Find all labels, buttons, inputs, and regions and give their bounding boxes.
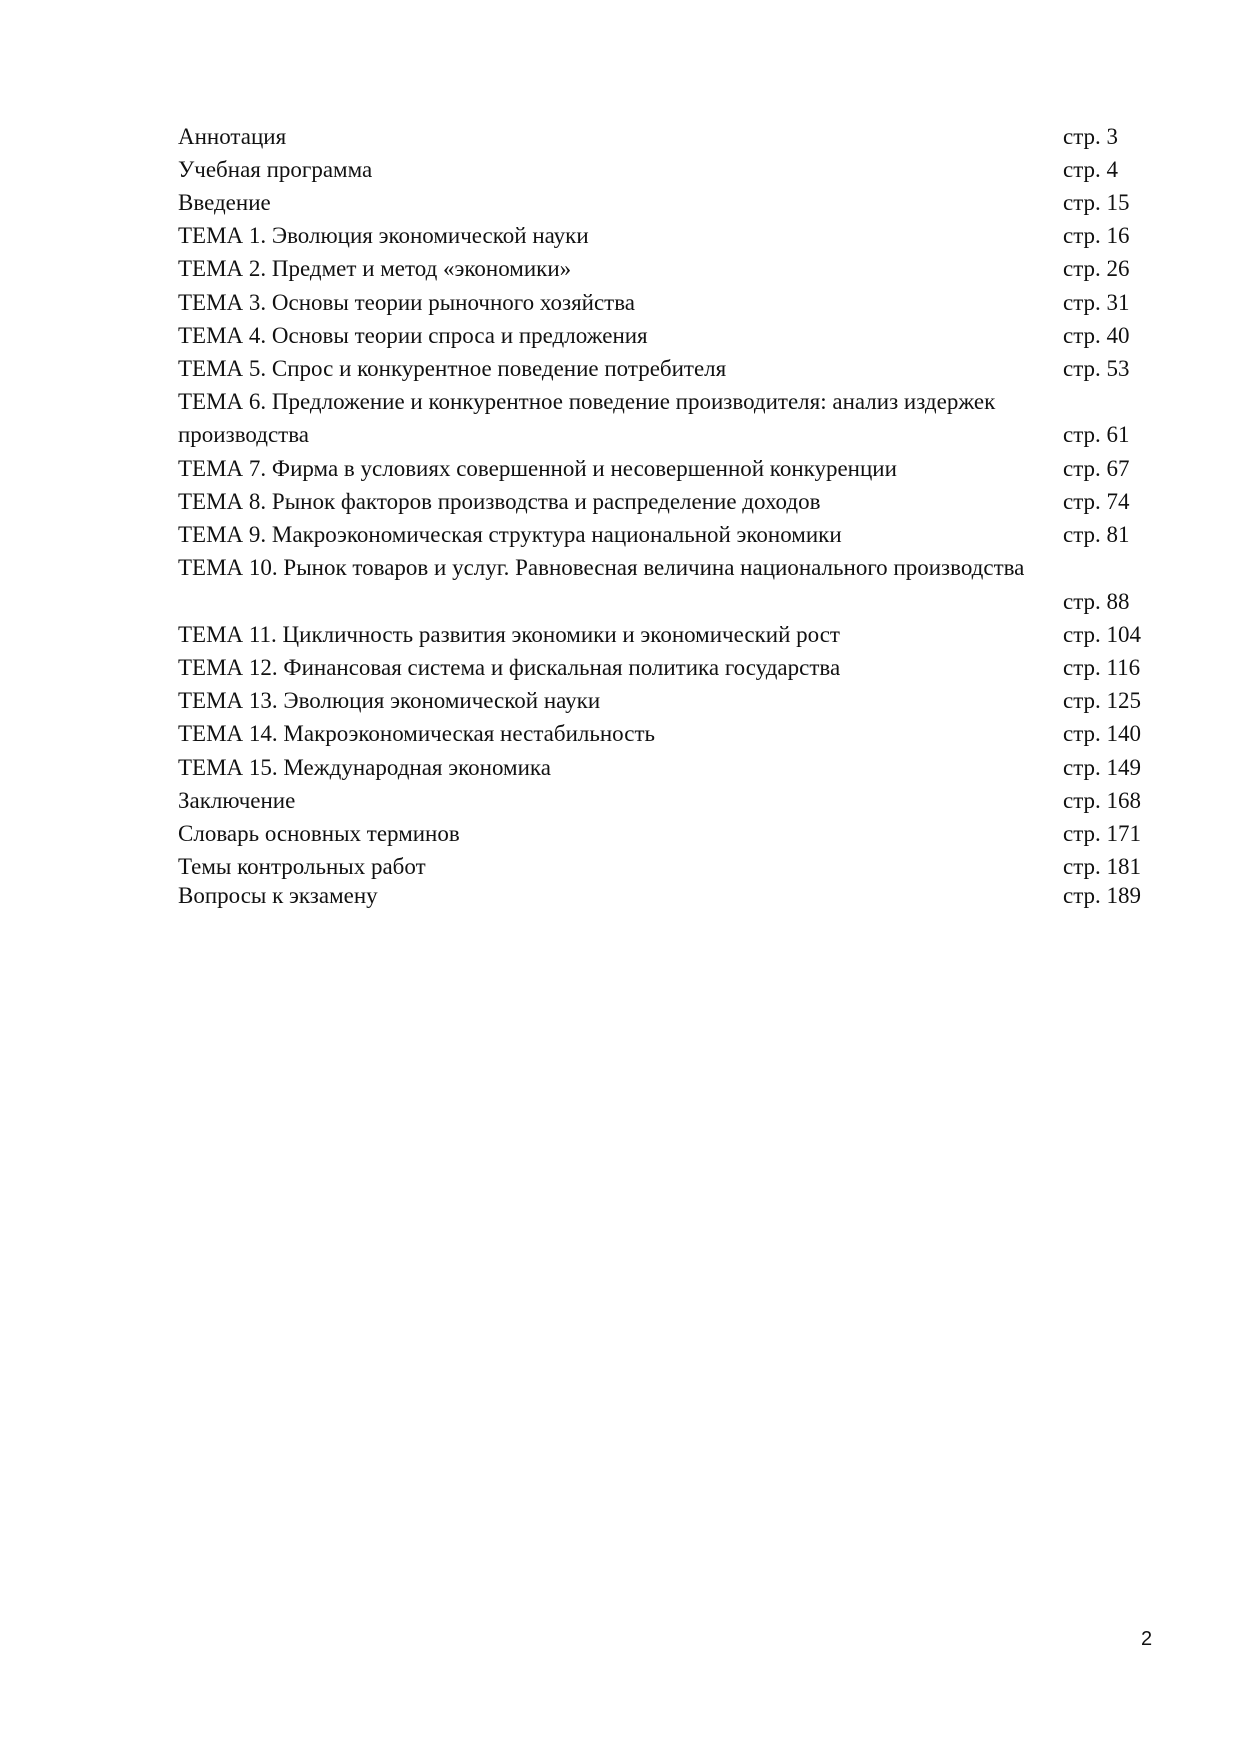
toc-entry-page: стр. 74 [1063,489,1130,514]
toc-entry-title: Темы контрольных работ [178,854,426,879]
toc-entry-page: стр. 181 [1063,854,1142,879]
toc-entry-page: стр. 149 [1063,755,1142,780]
toc-entry-title: ТЕМА 9. Макроэкономическая структура национальной экономики [178,522,842,547]
toc-entry-title: ТЕМА 12. Финансовая система и фискальная политика государства [178,655,841,680]
toc-entry-title: ТЕМА 3. Основы теории рыночного хозяйства [178,290,636,315]
toc-entry-title: ТЕМА 15. Международная экономика [178,755,551,780]
toc-entry-page: стр. 67 [1063,456,1130,481]
toc-entry-page: стр. 104 [1063,622,1142,647]
toc-entry-page: стр. 16 [1063,223,1130,248]
toc-entry-page: стр. 125 [1063,688,1142,713]
toc-entry-title: Вопросы к экзамену [178,883,378,908]
toc-entry-title: ТЕМА 6. Предложение и конкурентное поведение производителя: анализ издержек [178,389,996,414]
toc-entry-title: Заключение [178,788,296,813]
toc-entry-title: Учебная программа [178,157,373,182]
toc-entry-page: стр. 31 [1063,290,1130,315]
toc-entry-title-continuation: производства [178,422,309,447]
toc-entry-page: стр. 53 [1063,356,1130,381]
toc-entry-page: стр. 189 [1063,883,1142,908]
toc-entry-page: стр. 88 [1063,589,1130,614]
toc-entry-page: стр. 3 [1063,124,1119,149]
toc-entry-title: ТЕМА 13. Эволюция экономической науки [178,688,601,713]
toc-entry-page: стр. 61 [1063,422,1130,447]
toc-entry-title: Словарь основных терминов [178,821,460,846]
toc-entry-page: стр. 40 [1063,323,1130,348]
toc-entry-page: стр. 116 [1063,655,1141,680]
toc-entry-page: стр. 4 [1063,157,1119,182]
toc-entry-title: ТЕМА 8. Рынок факторов производства и распределение доходов [178,489,821,514]
toc-entry-page: стр. 168 [1063,788,1142,813]
toc-entry-page: стр. 81 [1063,522,1130,547]
toc-entry-title: ТЕМА 11. Цикличность развития экономики и экономический рост [178,622,840,647]
toc-entry-title: ТЕМА 14. Макроэкономическая нестабильность [178,721,656,746]
toc-entry-title: ТЕМА 2. Предмет и метод «экономики» [178,256,572,281]
toc-entry-title: Аннотация [178,124,287,149]
toc-entry-page: стр. 171 [1063,821,1142,846]
toc-entry-title: Введение [178,190,271,215]
page-number: 2 [1141,1628,1153,1650]
toc-entry-title: ТЕМА 10. Рынок товаров и услуг. Равновесная величина национального производства [178,555,1025,580]
toc-entry-page: стр. 140 [1063,721,1142,746]
toc-entry-title: ТЕМА 4. Основы теории спроса и предложения [178,323,648,348]
toc-entry-title: ТЕМА 7. Фирма в условиях совершенной и несовершенной конкуренции [178,456,897,481]
toc-entry-page: стр. 15 [1063,190,1130,215]
toc-entry-page: стр. 26 [1063,256,1130,281]
toc-entry-title: ТЕМА 5. Спрос и конкурентное поведение потребителя [178,356,727,381]
toc-entry-title: ТЕМА 1. Эволюция экономической науки [178,223,589,248]
